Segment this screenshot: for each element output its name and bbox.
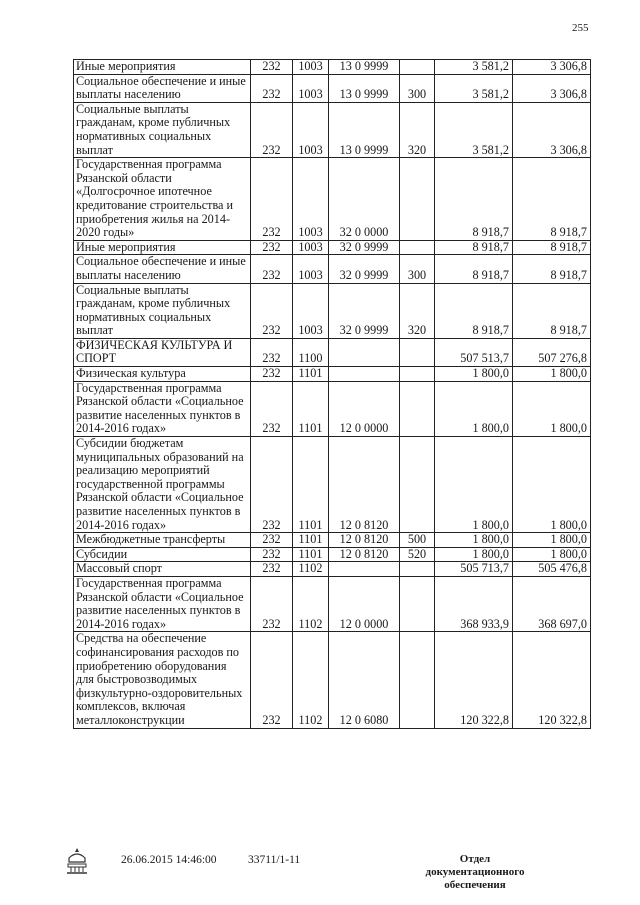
row-expense-type: 300 — [400, 74, 435, 102]
table-row — [74, 338, 591, 366]
row-section-code: 1003 — [293, 60, 329, 75]
table-row — [74, 367, 591, 382]
row-amount-2: 1 800,0 — [513, 437, 591, 533]
row-name: Физическая культура — [74, 367, 251, 382]
row-section-code: 1102 — [293, 576, 329, 631]
row-ved-code: 232 — [251, 102, 293, 157]
row-section-code: 1101 — [293, 533, 329, 548]
footer-doc-code: 33711/1-11 — [248, 854, 301, 866]
row-target-code: 13 0 9999 — [329, 102, 400, 157]
row-name: Субсидии — [74, 547, 251, 562]
row-amount-2: 1 800,0 — [513, 533, 591, 548]
row-ved-code: 232 — [251, 240, 293, 255]
row-ved-code: 232 — [251, 255, 293, 283]
footer-department — [413, 853, 537, 892]
row-target-code: 32 0 9999 — [329, 240, 400, 255]
row-ved-code: 232 — [251, 381, 293, 436]
row-section-code: 1101 — [293, 547, 329, 562]
row-target-code — [329, 367, 400, 382]
row-target-code: 12 0 8120 — [329, 547, 400, 562]
row-expense-type — [400, 240, 435, 255]
row-name: Социальные выплаты гражданам, кроме публичных нормативных социальных выплат — [74, 102, 251, 157]
row-amount-2: 3 306,8 — [513, 74, 591, 102]
row-ved-code: 232 — [251, 283, 293, 338]
table-row — [74, 240, 591, 255]
row-ved-code: 232 — [251, 338, 293, 366]
row-name: Иные мероприятия — [74, 240, 251, 255]
row-name: ФИЗИЧЕСКАЯ КУЛЬТУРА И СПОРТ — [74, 338, 251, 366]
row-ved-code: 232 — [251, 437, 293, 533]
row-ved-code: 232 — [251, 158, 293, 241]
row-section-code: 1003 — [293, 240, 329, 255]
row-expense-type — [400, 437, 435, 533]
row-ved-code: 232 — [251, 74, 293, 102]
row-name: Государственная программа Рязанской области «Долгосрочное ипотечное кредитование строительства и приобретения жилья на 2014-2020 годы» — [74, 158, 251, 241]
row-amount-1: 1 800,0 — [435, 367, 513, 382]
row-amount-2: 1 800,0 — [513, 547, 591, 562]
row-target-code: 13 0 9999 — [329, 74, 400, 102]
row-ved-code: 232 — [251, 562, 293, 577]
row-amount-1: 3 581,2 — [435, 60, 513, 75]
row-name: Массовый спорт — [74, 562, 251, 577]
table-row — [74, 74, 591, 102]
footer-department-line2: обеспечения — [444, 879, 506, 891]
row-section-code: 1100 — [293, 338, 329, 366]
row-ved-code: 232 — [251, 367, 293, 382]
row-amount-2: 507 276,8 — [513, 338, 591, 366]
table-row — [74, 102, 591, 157]
row-amount-1: 8 918,7 — [435, 240, 513, 255]
row-amount-2: 368 697,0 — [513, 576, 591, 631]
row-expense-type — [400, 338, 435, 366]
row-amount-1: 1 800,0 — [435, 547, 513, 562]
row-amount-1: 120 322,8 — [435, 632, 513, 728]
row-section-code: 1102 — [293, 632, 329, 728]
row-ved-code: 232 — [251, 547, 293, 562]
row-expense-type — [400, 576, 435, 631]
table-row — [74, 158, 591, 241]
row-target-code: 12 0 0000 — [329, 576, 400, 631]
row-section-code: 1003 — [293, 283, 329, 338]
row-amount-2: 120 322,8 — [513, 632, 591, 728]
emblem-icon — [65, 846, 89, 876]
row-amount-2: 8 918,7 — [513, 283, 591, 338]
row-name: Государственная программа Рязанской области «Социальное развитие населенных пунктов в 2014-2016 годах» — [74, 381, 251, 436]
row-target-code: 12 0 8120 — [329, 533, 400, 548]
row-name: Государственная программа Рязанской области «Социальное развитие населенных пунктов в 2014-2016 годах» — [74, 576, 251, 631]
row-amount-1: 3 581,2 — [435, 74, 513, 102]
row-expense-type: 320 — [400, 102, 435, 157]
row-name: Социальное обеспечение и иные выплаты населению — [74, 255, 251, 283]
row-amount-1: 1 800,0 — [435, 533, 513, 548]
row-section-code: 1101 — [293, 381, 329, 436]
row-amount-1: 3 581,2 — [435, 102, 513, 157]
row-name: Средства на обеспечение софинансирования расходов по приобретению оборудования для быстровозводимых физкультурно-оздоровительных комплексов, включая металлоконструкции — [74, 632, 251, 728]
row-name: Социальные выплаты гражданам, кроме публичных нормативных социальных выплат — [74, 283, 251, 338]
row-target-code: 32 0 9999 — [329, 283, 400, 338]
table-row — [74, 547, 591, 562]
row-expense-type — [400, 367, 435, 382]
table-row — [74, 632, 591, 728]
row-section-code: 1003 — [293, 74, 329, 102]
row-ved-code: 232 — [251, 576, 293, 631]
row-amount-1: 507 513,7 — [435, 338, 513, 366]
footer-datetime: 26.06.2015 14:46:00 — [121, 854, 217, 866]
row-amount-1: 368 933,9 — [435, 576, 513, 631]
row-ved-code: 232 — [251, 632, 293, 728]
table-row — [74, 562, 591, 577]
row-section-code: 1003 — [293, 255, 329, 283]
row-amount-1: 505 713,7 — [435, 562, 513, 577]
row-expense-type — [400, 632, 435, 728]
row-section-code: 1101 — [293, 437, 329, 533]
row-expense-type — [400, 562, 435, 577]
row-target-code: 12 0 8120 — [329, 437, 400, 533]
table-row — [74, 381, 591, 436]
table-row — [74, 437, 591, 533]
row-section-code: 1101 — [293, 367, 329, 382]
row-expense-type: 320 — [400, 283, 435, 338]
row-expense-type: 520 — [400, 547, 435, 562]
row-target-code: 32 0 0000 — [329, 158, 400, 241]
row-amount-2: 8 918,7 — [513, 158, 591, 241]
page-number: 255 — [572, 22, 589, 34]
table-row — [74, 283, 591, 338]
row-amount-1: 8 918,7 — [435, 255, 513, 283]
row-target-code — [329, 562, 400, 577]
row-ved-code: 232 — [251, 60, 293, 75]
row-name: Иные мероприятия — [74, 60, 251, 75]
row-amount-2: 8 918,7 — [513, 255, 591, 283]
table-row — [74, 533, 591, 548]
row-expense-type — [400, 158, 435, 241]
table-row — [74, 255, 591, 283]
row-section-code: 1003 — [293, 158, 329, 241]
row-section-code: 1003 — [293, 102, 329, 157]
row-amount-1: 8 918,7 — [435, 158, 513, 241]
row-target-code: 32 0 9999 — [329, 255, 400, 283]
row-name: Межбюджетные трансферты — [74, 533, 251, 548]
row-target-code: 13 0 9999 — [329, 60, 400, 75]
row-target-code: 12 0 6080 — [329, 632, 400, 728]
row-target-code — [329, 338, 400, 366]
row-name: Субсидии бюджетам муниципальных образований на реализацию мероприятий государственной программы Рязанской области «Социальное развитие населенных пунктов в 2014-2016 годах» — [74, 437, 251, 533]
row-amount-1: 8 918,7 — [435, 283, 513, 338]
row-amount-2: 1 800,0 — [513, 381, 591, 436]
row-amount-2: 3 306,8 — [513, 60, 591, 75]
row-section-code: 1102 — [293, 562, 329, 577]
row-expense-type: 300 — [400, 255, 435, 283]
row-amount-2: 3 306,8 — [513, 102, 591, 157]
row-expense-type — [400, 381, 435, 436]
row-ved-code: 232 — [251, 533, 293, 548]
footer-department-line1: Отдел документационного — [425, 853, 525, 878]
table-row — [74, 60, 591, 75]
row-amount-2: 505 476,8 — [513, 562, 591, 577]
budget-table — [73, 59, 591, 729]
row-expense-type — [400, 60, 435, 75]
row-amount-1: 1 800,0 — [435, 381, 513, 436]
row-amount-1: 1 800,0 — [435, 437, 513, 533]
row-target-code: 12 0 0000 — [329, 381, 400, 436]
table-row — [74, 576, 591, 631]
row-expense-type: 500 — [400, 533, 435, 548]
row-amount-2: 8 918,7 — [513, 240, 591, 255]
row-name: Социальное обеспечение и иные выплаты населению — [74, 74, 251, 102]
row-amount-2: 1 800,0 — [513, 367, 591, 382]
